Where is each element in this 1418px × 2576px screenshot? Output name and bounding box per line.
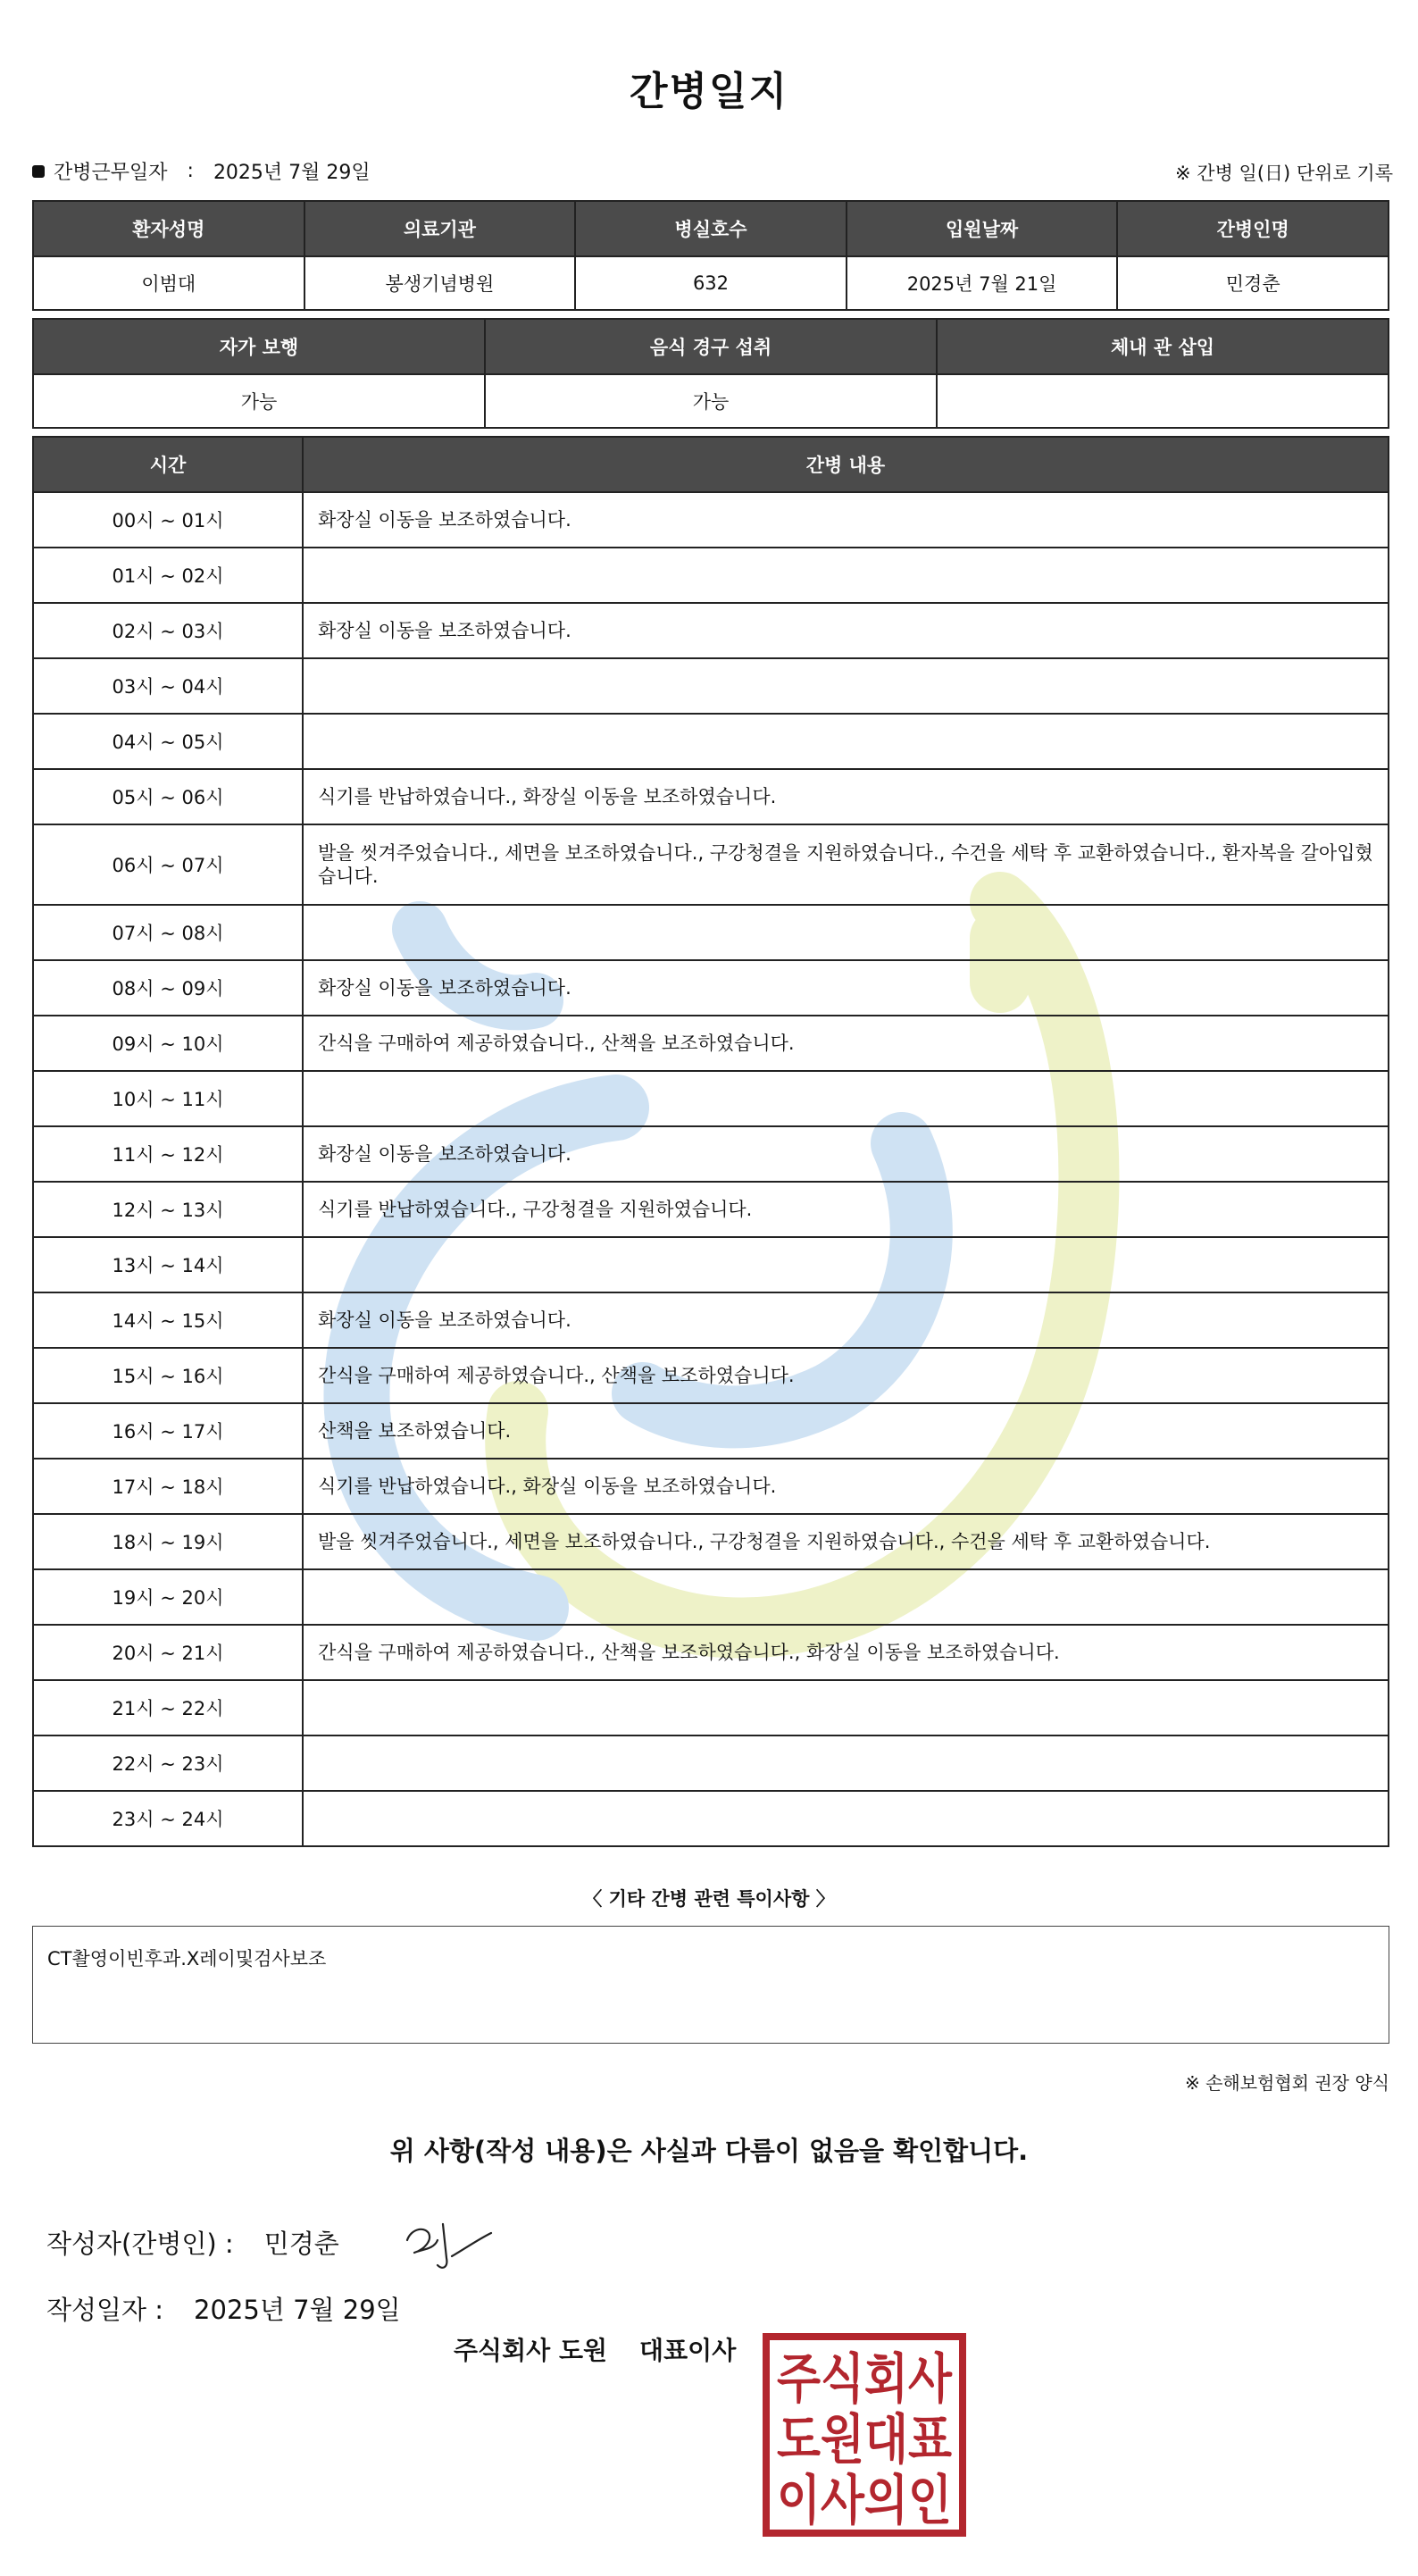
log-row (33, 1182, 1389, 1237)
log-time-cell: 22시 ~ 23시 (33, 1735, 303, 1791)
company-signature-line (454, 2331, 736, 2367)
log-content-cell: 간식을 구매하여 제공하였습니다., 산책을 보조하였습니다., 화장실 이동을 보조하였습니다. (303, 1625, 1389, 1680)
work-date-colon: : (187, 160, 194, 182)
work-date-label: 간병근무일자 (54, 162, 168, 184)
info-header-cell: 의료기관 (304, 201, 576, 256)
log-time-cell: 09시 ~ 10시 (33, 1016, 303, 1071)
written-date-row (46, 2290, 401, 2327)
log-content-cell: 발을 씻겨주었습니다., 세면을 보조하였습니다., 구강청결을 지원하였습니다., 수건을 세탁 후 교환하였습니다., 환자복을 갈아입혔습니다. (303, 824, 1389, 905)
patient-info-table (32, 200, 1389, 311)
written-date-label: 작성일자 : (46, 2295, 164, 2325)
log-time-cell: 07시 ~ 08시 (33, 905, 303, 960)
log-row (33, 824, 1389, 905)
log-time-cell: 21시 ~ 22시 (33, 1680, 303, 1735)
ceo-title: 대표이사 (639, 2336, 737, 2365)
signature-image (402, 2213, 500, 2276)
svg-text:도원대표: 도원대표 (777, 2409, 953, 2471)
log-content-cell (303, 1680, 1389, 1735)
log-content-cell: 간식을 구매하여 제공하였습니다., 산책을 보조하였습니다. (303, 1016, 1389, 1071)
ability-header-cell: 체내 관 삽입 (937, 319, 1389, 374)
log-time-cell: 01시 ~ 02시 (33, 548, 303, 603)
log-content-cell: 산책을 보조하였습니다. (303, 1403, 1389, 1459)
unit-note: ※ 간병 일(日) 단위로 기록 (1175, 163, 1393, 184)
log-content-cell: 화장실 이동을 보조하였습니다. (303, 603, 1389, 658)
written-date-value: 2025년 7월 29일 (194, 2295, 401, 2325)
log-row (33, 492, 1389, 548)
bullet-square-icon (32, 165, 45, 178)
log-row (33, 1403, 1389, 1459)
log-row (33, 1735, 1389, 1791)
log-row (33, 769, 1389, 824)
log-content-cell: 화장실 이동을 보조하였습니다. (303, 1292, 1389, 1348)
log-row (33, 960, 1389, 1016)
log-header-row (33, 437, 1389, 492)
page-title: 간병일지 (629, 69, 788, 114)
log-row (33, 1514, 1389, 1569)
log-content-cell: 식기를 반납하였습니다., 화장실 이동을 보조하였습니다. (303, 769, 1389, 824)
log-time-cell: 20시 ~ 21시 (33, 1625, 303, 1680)
log-time-cell: 05시 ~ 06시 (33, 769, 303, 824)
patient-name: 이범대 (33, 256, 304, 310)
log-content-cell (303, 548, 1389, 603)
room-number: 632 (575, 256, 847, 310)
log-time-cell: 06시 ~ 07시 (33, 824, 303, 905)
writer-name: 민경춘 (263, 2229, 339, 2259)
log-content-cell: 식기를 반납하였습니다., 구강청결을 지원하였습니다. (303, 1182, 1389, 1237)
log-time-cell: 10시 ~ 11시 (33, 1071, 303, 1126)
log-row (33, 603, 1389, 658)
log-content-cell (303, 1569, 1389, 1625)
log-content-cell (303, 1791, 1389, 1846)
log-body (33, 492, 1389, 1846)
log-content-cell (303, 658, 1389, 714)
ability-header-row (33, 319, 1389, 374)
log-content-cell: 간식을 구매하여 제공하였습니다., 산책을 보조하였습니다. (303, 1348, 1389, 1403)
log-row (33, 1680, 1389, 1735)
info-header-cell: 입원날짜 (847, 201, 1118, 256)
log-time-cell: 11시 ~ 12시 (33, 1126, 303, 1182)
writer-row (46, 2224, 339, 2261)
walking-ability: 가능 (33, 374, 485, 428)
ability-header-cell: 자가 보행 (33, 319, 485, 374)
log-content-cell: 화장실 이동을 보조하였습니다. (303, 960, 1389, 1016)
special-notes-text: CT촬영이빈후과.X레이및검사보조 (47, 1948, 327, 1970)
work-date-value: 2025년 7월 29일 (213, 162, 371, 184)
log-row (33, 1292, 1389, 1348)
log-row (33, 1625, 1389, 1680)
log-content-cell: 화장실 이동을 보조하였습니다. (303, 492, 1389, 548)
log-content-cell (303, 714, 1389, 769)
special-notes-box (32, 1926, 1389, 2044)
admission-date: 2025년 7월 21일 (847, 256, 1118, 310)
ability-value-row (33, 374, 1389, 428)
care-log-table (32, 436, 1389, 1847)
log-content-cell (303, 1237, 1389, 1292)
log-content-cell: 식기를 반납하였습니다., 화장실 이동을 보조하였습니다. (303, 1459, 1389, 1514)
log-time-cell: 12시 ~ 13시 (33, 1182, 303, 1237)
patient-ability-table (32, 318, 1389, 429)
info-header-cell: 환자성명 (33, 201, 304, 256)
log-time-cell: 18시 ~ 19시 (33, 1514, 303, 1569)
svg-text:주식회사: 주식회사 (777, 2348, 953, 2411)
log-header-time: 시간 (33, 437, 303, 492)
ability-header-cell: 음식 경구 섭취 (485, 319, 937, 374)
log-content-cell: 화장실 이동을 보조하였습니다. (303, 1126, 1389, 1182)
log-content-cell (303, 1071, 1389, 1126)
info-header-cell: 병실호수 (575, 201, 847, 256)
caregiver-name: 민경춘 (1117, 256, 1389, 310)
hospital-name: 봉생기념병원 (304, 256, 576, 310)
log-row (33, 1459, 1389, 1514)
log-row (33, 1237, 1389, 1292)
log-row (33, 1348, 1389, 1403)
log-row (33, 905, 1389, 960)
log-time-cell: 17시 ~ 18시 (33, 1459, 303, 1514)
info-header-row (33, 201, 1389, 256)
special-notes-title: 〈 기타 간병 관련 특이사항 〉 (583, 1888, 835, 1910)
log-time-cell: 03시 ~ 04시 (33, 658, 303, 714)
work-date-row (32, 157, 371, 185)
log-row (33, 1569, 1389, 1625)
oral-intake-ability: 가능 (485, 374, 937, 428)
log-row (33, 1126, 1389, 1182)
log-row (33, 714, 1389, 769)
log-content-cell: 발을 씻겨주었습니다., 세면을 보조하였습니다., 구강청결을 지원하였습니다., 수건을 세탁 후 교환하였습니다. (303, 1514, 1389, 1569)
log-row (33, 658, 1389, 714)
log-time-cell: 19시 ~ 20시 (33, 1569, 303, 1625)
company-name: 주식회사 도원 (454, 2336, 608, 2365)
log-time-cell: 08시 ~ 09시 (33, 960, 303, 1016)
info-header-cell: 간병인명 (1117, 201, 1389, 256)
log-header-content: 간병 내용 (303, 437, 1389, 492)
log-content-cell (303, 905, 1389, 960)
writer-label: 작성자(간병인) : (46, 2229, 234, 2259)
log-time-cell: 14시 ~ 15시 (33, 1292, 303, 1348)
log-time-cell: 15시 ~ 16시 (33, 1348, 303, 1403)
log-row (33, 1791, 1389, 1846)
tube-insertion (937, 374, 1389, 428)
log-row (33, 1016, 1389, 1071)
log-time-cell: 16시 ~ 17시 (33, 1403, 303, 1459)
company-seal-stamp (763, 2333, 966, 2537)
info-value-row (33, 256, 1389, 310)
log-time-cell: 02시 ~ 03시 (33, 603, 303, 658)
log-time-cell: 13시 ~ 14시 (33, 1237, 303, 1292)
log-time-cell: 23시 ~ 24시 (33, 1791, 303, 1846)
log-time-cell: 00시 ~ 01시 (33, 492, 303, 548)
log-time-cell: 04시 ~ 05시 (33, 714, 303, 769)
form-recommendation-note: ※ 손해보험협회 권장 양식 (1184, 2072, 1389, 2094)
log-row (33, 548, 1389, 603)
svg-text:이사의인: 이사의인 (777, 2470, 952, 2532)
log-content-cell (303, 1735, 1389, 1791)
log-row (33, 1071, 1389, 1126)
confirmation-statement: 위 사항(작성 내용)은 사실과 다름이 없음을 확인합니다. (389, 2136, 1029, 2166)
